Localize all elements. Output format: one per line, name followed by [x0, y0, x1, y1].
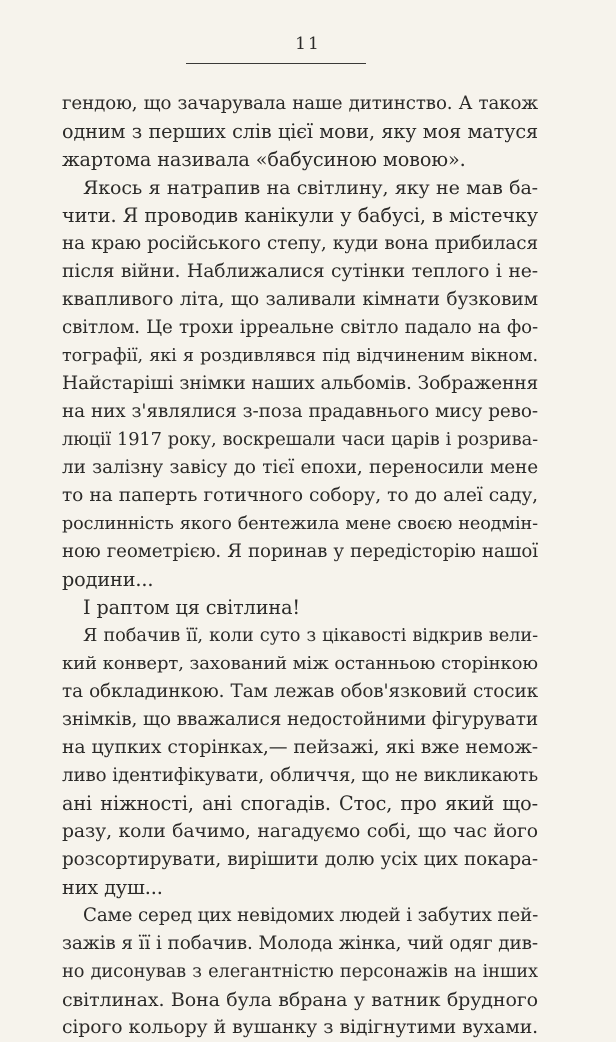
text-line: зажів я її і побачив. Молода жінка, чий одяг див- [62, 933, 538, 954]
header-rule [186, 63, 366, 64]
text-line: них душ... [62, 876, 163, 899]
text-line: світлинах. Вона була вбрана у ватник брудного [62, 989, 538, 1011]
text-line: сірого кольору й вушанку з відігнутими вухами. [62, 1017, 538, 1038]
text-line: но дисонував з елегантністю персонажів на інших [62, 961, 538, 982]
page-number: 11 [295, 34, 321, 54]
text-line: ливо ідентифікувати, обличчя, що не викликають [62, 765, 538, 786]
text-line: разу, коли бачимо, нагадуємо собі, що час його [62, 821, 538, 842]
text-line: жартома називала «бабусиною мовою». [62, 148, 466, 171]
text-line: світлом. Це трохи ірреальне світло падало на фо- [62, 317, 538, 338]
text-line: Найстаріші знімки наших альбомів. Зображення [62, 373, 539, 394]
text-line: ною геометрією. Я поринав у передісторію нашої [62, 541, 538, 562]
text-line: квапливого літа, що заливали кімнати бузковим [62, 289, 538, 310]
text-line: Саме серед цих невідомих людей і забутих пей- [83, 905, 539, 926]
text-line: розсортирувати, вирішити долю усіх цих покара- [62, 849, 538, 870]
body-text [62, 90, 538, 1042]
text-line: люції 1917 року, воскрешали часи царів і розрива- [62, 429, 538, 450]
text-line: родини... [62, 568, 154, 591]
text-line: рослинність якого бентежила мене своєю неодмін- [62, 514, 538, 534]
text-line: ані ніжності, ані спогадів. Стос, про який що- [62, 792, 538, 815]
text-line: тографії, які я роздивлявся під відчиненим вікном. [62, 346, 538, 366]
text-line: Я побачив її, коли суто з цікавості відкрив вели- [83, 625, 538, 646]
text-line: одним з перших слів цієї мови, яку моя матуся [62, 120, 538, 143]
text-line: гендою, що зачарувала наше дитинство. А також [62, 93, 538, 114]
text-line: на краю російського степу, куди вона прибилася [62, 233, 538, 254]
text-line: то на паперть готичного собору, то до алеї саду, [62, 485, 538, 506]
text-line: чити. Я проводив канікули у бабусі, в містечку [62, 204, 538, 227]
text-line: та обкладинкою. Там лежав обов'язковий стосик [62, 681, 538, 702]
text-line: І раптом ця світлина! [83, 596, 301, 619]
text-line: на цупких сторінках,— пейзажі, які вже немож- [62, 737, 538, 758]
text-line: після війни. Наближалися сутінки теплого і не- [62, 261, 538, 282]
text-line: ли залізну завісу до тієї епохи, переносили мене [62, 457, 538, 478]
text-line: Якось я натрапив на світлину, яку не мав ба- [83, 177, 538, 199]
text-line: на них з'являлися з-поза прадавнього мису рево- [62, 401, 538, 422]
text-line: знімків, що вважалися недостойними фігурувати [62, 709, 538, 730]
text-line: кий конверт, захований між останньою сторінкою [62, 653, 538, 674]
